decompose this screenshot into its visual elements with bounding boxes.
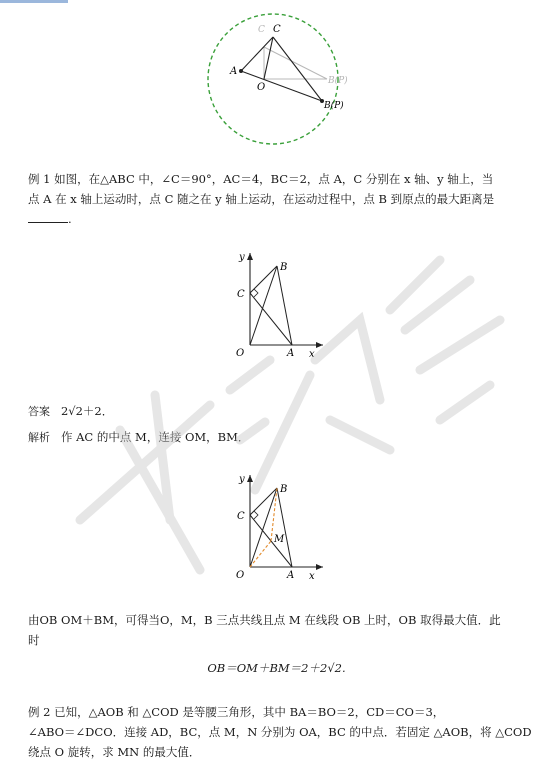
label-c: C [237,289,245,300]
label-y: y [239,474,245,485]
label-b: B [280,262,288,273]
example1-line3 [28,211,528,228]
label-o: O [236,348,245,359]
top-accent-bar [0,0,68,3]
label-y: y [239,252,245,263]
label-m: M [274,534,285,545]
label-b: B(P) [324,101,344,111]
ghost-line-c-b [264,47,327,79]
segment-o-m [250,541,271,567]
segment-b-a [277,488,292,567]
x-axis-arrow [316,342,323,348]
example2-line1: 例 2 已知，△AOB 和 △COD 是等腰三角形，其中 BA＝BO＝2，CD＝CO＝3， [28,705,445,719]
segment-o-b [250,488,277,567]
answer-label: 答案 [28,405,50,418]
label-c: C [273,24,281,35]
answer-line [28,403,528,420]
label-b-ghost: B(P) [328,76,348,86]
example2-line2: ∠ABO＝∠DCO．连接 AD，BC，点 M，N 分别为 OA，BC 的中点．若固定 △AOB，将 △COD [28,725,532,739]
label-c: C [237,511,245,522]
x-axis-arrow [316,564,323,570]
right-angle-mark [254,511,258,519]
example1-line2: 点 A 在 x 轴上运动时，点 C 随之在 y 轴上运动，在运动过程中，点 B 到原点的最大距离是 [28,192,495,206]
segment-c-a [250,293,292,345]
reasoning-line2: 时 [28,633,40,647]
label-o: O [236,570,245,581]
segment-b-a [277,266,292,345]
reasoning-line1: 由OB OM＋BM，可得当O，M，B 三点共线且点 M 在线段 OB 上时，OB 取得最大值．此 [28,613,501,627]
segment-a-c [241,37,273,71]
label-a: A [230,66,238,77]
answer-value: 2√2＋2． [60,404,114,418]
analysis-label: 解析 [28,431,50,444]
right-angle-mark [254,289,258,297]
label-b: B [280,484,288,495]
example1-line1: 例 1 如图，在△ABC 中，∠C＝90°，AC＝4，BC＝2，点 A，C 分别在 x 轴、y 轴上，当 [28,172,494,186]
point-a [239,69,243,73]
coordinate-figure-2 [225,470,325,585]
label-c-ghost: C [258,25,265,35]
analysis-text: 作 AC 的中点 M，连接 OM，BM． [60,430,250,444]
segment-o-b [250,266,277,345]
label-a: A [287,570,295,581]
y-axis-arrow [247,475,253,482]
coordinate-figure-1 [225,248,325,360]
label-x: x [309,571,315,582]
answer-blank [28,212,68,223]
label-a: A [287,348,295,359]
segment-o-c [264,37,273,79]
example1-line3-end: . [68,212,72,226]
example2-line3: 绕点 O 旋转，求 MN 的最大值． [28,745,201,759]
label-x: x [309,349,315,360]
y-axis-arrow [247,253,253,260]
analysis-line [28,429,528,446]
label-o: O [257,82,266,93]
reasoning-equation: OB＝OM＋BM＝2＋2√2. [207,661,346,675]
circle-figure [195,12,355,147]
